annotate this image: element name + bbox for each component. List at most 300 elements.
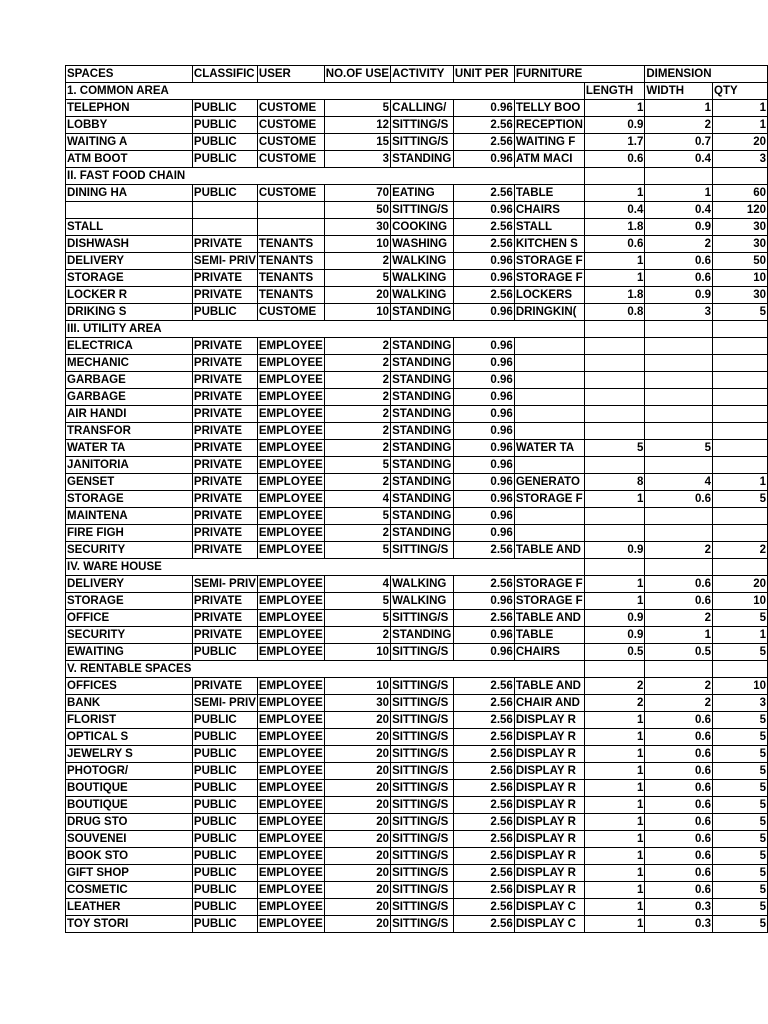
table-cell[interactable]: SEMI- PRIV — [192, 253, 257, 270]
table-cell[interactable]: EMPLOYEE — [257, 457, 324, 474]
table-cell[interactable] — [645, 423, 713, 440]
table-cell[interactable]: PRIVATE — [192, 406, 257, 423]
table-cell[interactable]: 0.8 — [584, 304, 644, 321]
table-cell[interactable]: PUBLIC — [192, 780, 257, 797]
table-cell[interactable]: WALKING — [391, 270, 454, 287]
table-cell[interactable]: PRIVATE — [192, 440, 257, 457]
table-cell[interactable]: 0.6 — [584, 236, 644, 253]
table-cell[interactable]: PUBLIC — [192, 916, 257, 933]
table-cell[interactable]: 1 — [713, 100, 768, 117]
table-cell[interactable]: 5 — [713, 899, 768, 916]
table-cell[interactable]: RECEPTION — [514, 117, 584, 134]
table-cell[interactable]: PRIVATE — [192, 270, 257, 287]
table-cell[interactable]: 0.6 — [645, 576, 713, 593]
table-cell[interactable]: 2.56 — [453, 831, 514, 848]
table-cell[interactable]: STORAGE F — [514, 593, 584, 610]
table-cell[interactable]: 2.56 — [453, 678, 514, 695]
table-cell[interactable]: PUBLIC — [192, 865, 257, 882]
table-cell[interactable]: EMPLOYEE — [257, 746, 324, 763]
table-cell[interactable]: STANDING — [391, 355, 454, 372]
table-cell[interactable]: PRIVATE — [192, 287, 257, 304]
table-cell[interactable]: 0.6 — [645, 865, 713, 882]
section-title[interactable]: III. UTILITY AREA — [66, 321, 193, 338]
table-cell[interactable]: 5 — [713, 491, 768, 508]
table-cell[interactable] — [713, 525, 768, 542]
table-cell[interactable]: PUBLIC — [192, 117, 257, 134]
table-cell[interactable]: 2.56 — [453, 916, 514, 933]
table-cell[interactable]: 2 — [713, 542, 768, 559]
table-cell[interactable]: 5 — [713, 882, 768, 899]
table-cell[interactable]: LOBBY — [66, 117, 193, 134]
table-cell[interactable]: FLORIST — [66, 712, 193, 729]
table-cell[interactable]: 10 — [324, 644, 390, 661]
table-cell[interactable]: GARBAGE — [66, 389, 193, 406]
table-cell[interactable]: EWAITING — [66, 644, 193, 661]
table-cell[interactable]: EMPLOYEE — [257, 763, 324, 780]
table-cell[interactable] — [584, 321, 644, 338]
table-cell[interactable]: EMPLOYEE — [257, 814, 324, 831]
table-cell[interactable]: CALLING/ — [391, 100, 454, 117]
table-cell[interactable]: 0.96 — [453, 525, 514, 542]
table-cell[interactable]: 1 — [584, 576, 644, 593]
table-cell[interactable]: DISPLAY R — [514, 712, 584, 729]
table-cell[interactable]: BOOK STO — [66, 848, 193, 865]
table-cell[interactable] — [713, 372, 768, 389]
table-cell[interactable]: GENSET — [66, 474, 193, 491]
table-cell[interactable]: 5 — [713, 746, 768, 763]
table-cell[interactable]: 2.56 — [453, 287, 514, 304]
table-cell[interactable]: DISPLAY R — [514, 729, 584, 746]
table-cell[interactable]: 5 — [713, 831, 768, 848]
table-cell[interactable] — [645, 372, 713, 389]
table-cell[interactable]: 2.56 — [453, 746, 514, 763]
table-cell[interactable]: 5 — [324, 508, 390, 525]
table-cell[interactable]: PRIVATE — [192, 610, 257, 627]
table-cell[interactable]: 2 — [324, 474, 390, 491]
table-cell[interactable]: 0.9 — [584, 117, 644, 134]
table-cell[interactable]: 0.6 — [645, 780, 713, 797]
column-header[interactable]: SPACES — [66, 66, 193, 83]
table-cell[interactable]: 2 — [324, 338, 390, 355]
table-cell[interactable]: STANDING — [391, 457, 454, 474]
table-cell[interactable] — [713, 406, 768, 423]
table-cell[interactable]: TABLE AND — [514, 678, 584, 695]
table-cell[interactable] — [713, 321, 768, 338]
table-cell[interactable]: SITTING/S — [391, 797, 454, 814]
table-cell[interactable]: DISPLAY C — [514, 916, 584, 933]
table-cell[interactable]: STANDING — [391, 406, 454, 423]
column-header[interactable] — [713, 66, 768, 83]
table-cell[interactable]: SITTING/S — [391, 882, 454, 899]
table-cell[interactable] — [645, 338, 713, 355]
table-cell[interactable] — [713, 661, 768, 678]
table-cell[interactable]: 2.56 — [453, 117, 514, 134]
table-cell[interactable]: CUSTOME — [257, 117, 324, 134]
table-cell[interactable]: 0.96 — [453, 491, 514, 508]
section-title[interactable]: V. RENTABLE SPACES — [66, 661, 193, 678]
table-cell[interactable] — [713, 508, 768, 525]
table-cell[interactable]: STORAGE F — [514, 270, 584, 287]
column-header[interactable] — [584, 66, 644, 83]
table-cell[interactable] — [645, 355, 713, 372]
table-cell[interactable]: SECURITY — [66, 542, 193, 559]
table-cell[interactable] — [645, 508, 713, 525]
table-cell[interactable]: EMPLOYEE — [257, 610, 324, 627]
table-cell[interactable]: BOUTIQUE — [66, 797, 193, 814]
table-cell[interactable]: GARBAGE — [66, 372, 193, 389]
table-cell[interactable]: 2.56 — [453, 712, 514, 729]
table-cell[interactable]: PHOTOGR/ — [66, 763, 193, 780]
table-cell[interactable]: 5 — [324, 542, 390, 559]
table-cell[interactable] — [645, 525, 713, 542]
table-cell[interactable]: 10 — [713, 678, 768, 695]
table-cell[interactable]: EMPLOYEE — [257, 797, 324, 814]
table-cell[interactable]: 1 — [584, 797, 644, 814]
table-cell[interactable]: CHAIRS — [514, 202, 584, 219]
table-cell[interactable]: SITTING/S — [391, 117, 454, 134]
table-cell[interactable]: 4 — [645, 474, 713, 491]
table-cell[interactable]: EMPLOYEE — [257, 440, 324, 457]
table-cell[interactable]: SITTING/S — [391, 899, 454, 916]
table-cell[interactable] — [713, 457, 768, 474]
table-cell[interactable]: 2 — [324, 423, 390, 440]
table-cell[interactable]: LEATHER — [66, 899, 193, 916]
table-cell[interactable]: 0.96 — [453, 644, 514, 661]
table-cell[interactable]: PUBLIC — [192, 899, 257, 916]
table-cell[interactable]: 20 — [324, 729, 390, 746]
table-cell[interactable]: 0.96 — [453, 270, 514, 287]
table-cell[interactable]: 0.96 — [453, 593, 514, 610]
table-cell[interactable]: STANDING — [391, 525, 454, 542]
column-header[interactable]: USER — [257, 66, 324, 83]
table-cell[interactable] — [584, 508, 644, 525]
table-cell[interactable]: TOY STORI — [66, 916, 193, 933]
table-cell[interactable]: 0.9 — [584, 542, 644, 559]
table-cell[interactable]: SEMI- PRIV — [192, 695, 257, 712]
table-cell[interactable]: 10 — [324, 236, 390, 253]
table-cell[interactable]: TENANTS — [257, 236, 324, 253]
table-cell[interactable]: 2.56 — [453, 848, 514, 865]
table-cell[interactable]: 3 — [645, 304, 713, 321]
table-cell[interactable]: EMPLOYEE — [257, 406, 324, 423]
table-cell[interactable]: 20 — [324, 287, 390, 304]
table-cell[interactable] — [257, 219, 324, 236]
table-cell[interactable]: 2 — [324, 627, 390, 644]
table-cell[interactable]: PUBLIC — [192, 100, 257, 117]
table-cell[interactable]: SECURITY — [66, 627, 193, 644]
table-cell[interactable]: SITTING/S — [391, 542, 454, 559]
table-cell[interactable]: DISPLAY R — [514, 797, 584, 814]
table-cell[interactable] — [645, 321, 713, 338]
table-cell[interactable]: OPTICAL S — [66, 729, 193, 746]
table-cell[interactable]: 2 — [645, 542, 713, 559]
table-cell[interactable]: DINING HA — [66, 185, 193, 202]
table-cell[interactable]: PRIVATE — [192, 593, 257, 610]
table-cell[interactable]: CUSTOME — [257, 100, 324, 117]
table-cell[interactable]: 10 — [324, 304, 390, 321]
table-cell[interactable]: KITCHEN S — [514, 236, 584, 253]
table-cell[interactable]: SITTING/S — [391, 644, 454, 661]
table-cell[interactable]: OFFICES — [66, 678, 193, 695]
table-cell[interactable]: 20 — [324, 848, 390, 865]
table-cell[interactable]: DISPLAY R — [514, 746, 584, 763]
table-cell[interactable]: 2.56 — [453, 797, 514, 814]
table-cell[interactable]: 20 — [324, 712, 390, 729]
table-cell[interactable]: 2 — [324, 253, 390, 270]
table-cell[interactable]: 1 — [584, 729, 644, 746]
table-cell[interactable]: STANDING — [391, 304, 454, 321]
table-cell[interactable]: SITTING/S — [391, 780, 454, 797]
table-cell[interactable]: EMPLOYEE — [257, 508, 324, 525]
table-cell[interactable]: STORAGE — [66, 491, 193, 508]
table-cell[interactable]: 0.6 — [645, 593, 713, 610]
table-cell[interactable]: 2 — [645, 678, 713, 695]
table-cell[interactable]: STALL — [514, 219, 584, 236]
table-cell[interactable]: 2.56 — [453, 729, 514, 746]
table-cell[interactable]: 1 — [584, 270, 644, 287]
table-cell[interactable]: TABLE — [514, 627, 584, 644]
table-cell[interactable]: 0.4 — [645, 202, 713, 219]
table-cell[interactable]: 10 — [324, 678, 390, 695]
section-title[interactable]: 1. COMMON AREA — [66, 83, 193, 100]
table-cell[interactable]: PRIVATE — [192, 355, 257, 372]
table-cell[interactable]: CHAIR AND — [514, 695, 584, 712]
table-cell[interactable]: 2.56 — [453, 763, 514, 780]
table-cell[interactable]: 2 — [324, 406, 390, 423]
column-header[interactable]: FURNITURE — [514, 66, 584, 83]
table-cell[interactable] — [514, 389, 584, 406]
table-cell[interactable]: TENANTS — [257, 270, 324, 287]
table-cell[interactable]: EMPLOYEE — [257, 423, 324, 440]
table-cell[interactable]: PRIVATE — [192, 627, 257, 644]
table-cell[interactable]: DISPLAY R — [514, 814, 584, 831]
table-cell[interactable]: EMPLOYEE — [257, 695, 324, 712]
table-cell[interactable]: PUBLIC — [192, 746, 257, 763]
table-cell[interactable]: 2 — [324, 372, 390, 389]
table-cell[interactable]: EMPLOYEE — [257, 712, 324, 729]
table-cell[interactable] — [713, 389, 768, 406]
table-cell[interactable] — [584, 355, 644, 372]
table-cell[interactable]: 1 — [584, 865, 644, 882]
table-cell[interactable]: 0.96 — [453, 338, 514, 355]
table-cell[interactable]: 5 — [713, 848, 768, 865]
table-cell[interactable]: 1 — [584, 882, 644, 899]
table-cell[interactable]: 2 — [324, 440, 390, 457]
table-cell[interactable]: PRIVATE — [192, 678, 257, 695]
table-cell[interactable]: EMPLOYEE — [257, 831, 324, 848]
table-cell[interactable]: CUSTOME — [257, 185, 324, 202]
table-cell[interactable]: LOCKER R — [66, 287, 193, 304]
table-cell[interactable]: DISPLAY R — [514, 780, 584, 797]
table-cell[interactable]: 0.96 — [453, 474, 514, 491]
table-cell[interactable]: 2.56 — [453, 814, 514, 831]
table-cell[interactable] — [584, 372, 644, 389]
table-cell[interactable]: 0.6 — [584, 151, 644, 168]
table-cell[interactable]: EATING — [391, 185, 454, 202]
table-cell[interactable]: 5 — [713, 916, 768, 933]
table-cell[interactable]: 0.9 — [645, 219, 713, 236]
table-cell[interactable]: PRIVATE — [192, 525, 257, 542]
table-cell[interactable]: DISPLAY C — [514, 899, 584, 916]
table-cell[interactable]: STANDING — [391, 372, 454, 389]
table-cell[interactable] — [584, 389, 644, 406]
table-cell[interactable] — [584, 525, 644, 542]
table-cell[interactable]: EMPLOYEE — [257, 882, 324, 899]
table-cell[interactable] — [584, 338, 644, 355]
table-cell[interactable]: BOUTIQUE — [66, 780, 193, 797]
table-cell[interactable]: 2.56 — [453, 882, 514, 899]
table-cell[interactable]: SITTING/S — [391, 695, 454, 712]
table-cell[interactable]: 2.56 — [453, 610, 514, 627]
table-cell[interactable]: 3 — [713, 695, 768, 712]
table-cell[interactable] — [645, 406, 713, 423]
table-cell[interactable] — [514, 457, 584, 474]
table-cell[interactable]: PUBLIC — [192, 712, 257, 729]
table-cell[interactable]: PUBLIC — [192, 763, 257, 780]
table-cell[interactable] — [645, 661, 713, 678]
table-cell[interactable] — [713, 423, 768, 440]
table-cell[interactable]: 1 — [584, 185, 644, 202]
table-cell[interactable]: BANK — [66, 695, 193, 712]
table-cell[interactable]: EMPLOYEE — [257, 729, 324, 746]
table-cell[interactable]: 0.6 — [645, 712, 713, 729]
table-cell[interactable]: SITTING/S — [391, 865, 454, 882]
table-cell[interactable] — [713, 338, 768, 355]
table-cell[interactable]: 5 — [713, 780, 768, 797]
table-cell[interactable]: 2.56 — [453, 576, 514, 593]
table-cell[interactable]: 5 — [713, 610, 768, 627]
table-cell[interactable]: DRINGKIN( — [514, 304, 584, 321]
table-cell[interactable]: 3 — [324, 151, 390, 168]
table-cell[interactable]: 5 — [713, 729, 768, 746]
table-cell[interactable]: 30 — [713, 287, 768, 304]
table-cell[interactable]: DISHWASH — [66, 236, 193, 253]
table-cell[interactable]: 20 — [324, 865, 390, 882]
table-cell[interactable]: WALKING — [391, 253, 454, 270]
table-cell[interactable]: 0.96 — [453, 440, 514, 457]
table-cell[interactable]: 5 — [713, 763, 768, 780]
table-cell[interactable] — [514, 525, 584, 542]
table-cell[interactable]: 0.6 — [645, 253, 713, 270]
table-cell[interactable]: 0.6 — [645, 848, 713, 865]
table-cell[interactable] — [645, 168, 713, 185]
table-cell[interactable]: 20 — [713, 576, 768, 593]
table-cell[interactable]: 0.3 — [645, 899, 713, 916]
table-cell[interactable]: EMPLOYEE — [257, 491, 324, 508]
table-cell[interactable]: STANDING — [391, 508, 454, 525]
table-cell[interactable]: 2 — [645, 610, 713, 627]
table-cell[interactable]: 1 — [584, 831, 644, 848]
table-cell[interactable]: STORAGE — [66, 593, 193, 610]
table-cell[interactable]: FIRE FIGH — [66, 525, 193, 542]
section-title[interactable]: II. FAST FOOD CHAIN — [66, 168, 193, 185]
table-cell[interactable]: 20 — [324, 746, 390, 763]
table-cell[interactable]: MAINTENA — [66, 508, 193, 525]
table-cell[interactable]: 0.6 — [645, 831, 713, 848]
table-cell[interactable]: 1 — [713, 117, 768, 134]
table-cell[interactable]: 70 — [324, 185, 390, 202]
table-cell[interactable]: 0.7 — [645, 134, 713, 151]
table-cell[interactable]: AIR HANDI — [66, 406, 193, 423]
table-cell[interactable]: 2.56 — [453, 542, 514, 559]
table-cell[interactable]: PUBLIC — [192, 644, 257, 661]
table-cell[interactable]: PUBLIC — [192, 848, 257, 865]
table-cell[interactable]: PRIVATE — [192, 423, 257, 440]
table-cell[interactable]: EMPLOYEE — [257, 899, 324, 916]
table-cell[interactable]: MECHANIC — [66, 355, 193, 372]
table-cell[interactable]: TELEPHON — [66, 100, 193, 117]
table-cell[interactable] — [514, 355, 584, 372]
table-cell[interactable]: 10 — [713, 593, 768, 610]
table-cell[interactable]: STANDING — [391, 423, 454, 440]
table-cell[interactable]: 0.4 — [584, 202, 644, 219]
table-cell[interactable]: 1 — [584, 253, 644, 270]
table-cell[interactable]: 2 — [584, 678, 644, 695]
table-cell[interactable]: 12 — [324, 117, 390, 134]
table-cell[interactable] — [192, 202, 257, 219]
column-header[interactable]: NO.OF USE — [324, 66, 390, 83]
table-cell[interactable]: COOKING — [391, 219, 454, 236]
table-cell[interactable]: 0.6 — [645, 797, 713, 814]
table-cell[interactable]: 1 — [584, 100, 644, 117]
table-cell[interactable] — [192, 219, 257, 236]
table-cell[interactable]: 0.6 — [645, 491, 713, 508]
table-cell[interactable]: 0.96 — [453, 406, 514, 423]
table-cell[interactable]: WALKING — [391, 593, 454, 610]
table-cell[interactable]: 60 — [713, 185, 768, 202]
table-cell[interactable]: 0.96 — [453, 372, 514, 389]
table-cell[interactable]: EMPLOYEE — [257, 865, 324, 882]
table-cell[interactable]: 0.96 — [453, 202, 514, 219]
table-cell[interactable]: PUBLIC — [192, 729, 257, 746]
table-cell[interactable]: WATER TA — [514, 440, 584, 457]
table-cell[interactable]: 0.96 — [453, 151, 514, 168]
table-cell[interactable]: SEMI- PRIV — [192, 576, 257, 593]
table-cell[interactable]: CUSTOME — [257, 134, 324, 151]
table-cell[interactable]: 1 — [584, 746, 644, 763]
table-cell[interactable]: DISPLAY R — [514, 763, 584, 780]
table-cell[interactable]: 1 — [584, 491, 644, 508]
table-cell[interactable]: 0.5 — [645, 644, 713, 661]
table-cell[interactable]: EMPLOYEE — [257, 593, 324, 610]
table-cell[interactable]: WAITING F — [514, 134, 584, 151]
table-cell[interactable] — [584, 661, 644, 678]
table-cell[interactable]: 1 — [584, 712, 644, 729]
dimension-subheader[interactable]: LENGTH — [584, 83, 644, 100]
table-cell[interactable]: 20 — [324, 916, 390, 933]
table-cell[interactable]: 50 — [324, 202, 390, 219]
table-cell[interactable]: 0.9 — [584, 610, 644, 627]
table-cell[interactable]: PRIVATE — [192, 457, 257, 474]
dimension-subheader[interactable]: QTY — [713, 83, 768, 100]
table-cell[interactable]: OFFICE — [66, 610, 193, 627]
table-cell[interactable]: PRIVATE — [192, 389, 257, 406]
table-cell[interactable]: 5 — [713, 865, 768, 882]
table-cell[interactable] — [645, 389, 713, 406]
table-cell[interactable]: EMPLOYEE — [257, 355, 324, 372]
table-cell[interactable]: 1 — [584, 763, 644, 780]
table-cell[interactable]: TELLY BOO — [514, 100, 584, 117]
table-cell[interactable]: WASHING — [391, 236, 454, 253]
table-cell[interactable]: 5 — [584, 440, 644, 457]
table-cell[interactable]: 0.96 — [453, 100, 514, 117]
table-cell[interactable]: PUBLIC — [192, 151, 257, 168]
table-cell[interactable]: DISPLAY R — [514, 865, 584, 882]
table-cell[interactable]: SITTING/S — [391, 814, 454, 831]
table-cell[interactable]: 2 — [584, 695, 644, 712]
table-cell[interactable]: SITTING/S — [391, 134, 454, 151]
table-cell[interactable]: WALKING — [391, 576, 454, 593]
